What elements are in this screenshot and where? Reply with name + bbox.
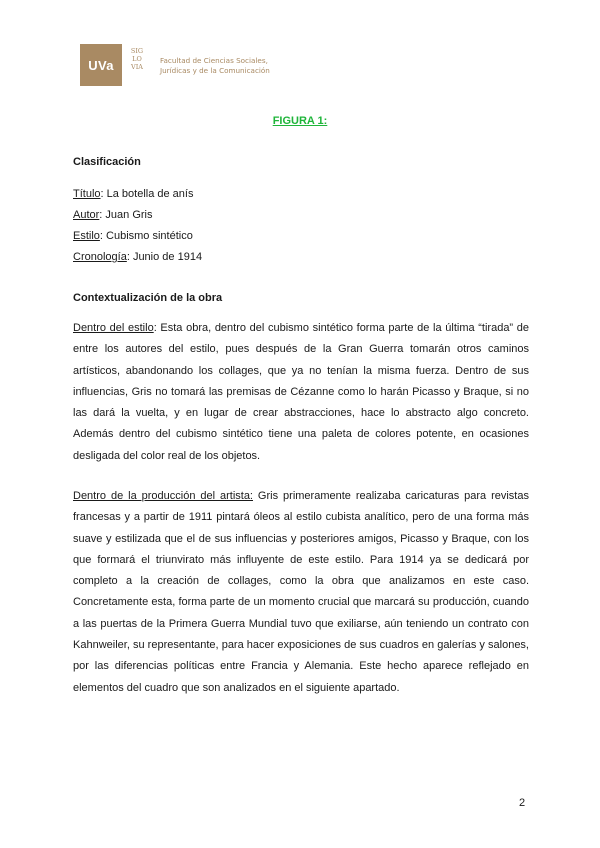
page-number: 2 [519,797,526,809]
field-value: : Junio de 1914 [126,251,203,263]
classification-heading: Clasificación [73,156,141,168]
field-value: : Cubismo sintético [99,230,193,242]
field-label: Cronología [73,251,127,263]
field-value: : Juan Gris [99,209,153,221]
faculty-line: Jurídicas y de la Comunicación [160,65,270,75]
field-chronology [73,251,202,263]
production-paragraph [73,486,529,699]
paragraph-text: Gris primeramente realizaba caricaturas para revistas francesas y a partir de 1911 pintará óleos al estilo cubista analítico, pero de una forma más suave y estilizada que el de sus influencias y posteriores amigos, Picasso y Braque, con los que formará el triunvirato más influyente de este estilo. Para 1914 ya se dedicará por completo a la creación de collages, como la obra que analizamos en este caso. Concretamente esta, forma parte de un momento crucial que marcará su producción, cuando a las puertas de la Primera Guerra Mundial tuvo que exiliarse, aún teniendo un contrato con Kahnweiler, su representante, para hacer exposiciones de sus cuadros en galerías y salones, por las diferencias políticas entre Francia y Alemania. Este hecho aparece reflejado en elementos del cuadro que son analizados en el siguiente apartado. [73,490,529,694]
field-author [73,209,152,221]
field-style [73,230,193,242]
context-heading: Contextualización de la obra [73,292,223,304]
faculty-name [160,56,360,75]
paragraph-label: Dentro del estilo [73,322,154,334]
faculty-line: Facultad de Ciencias Sociales, [160,56,268,65]
field-value: : La botella de anís [100,188,194,200]
field-title [73,188,193,200]
uva-logo-text: UVa [88,57,114,73]
seal-line: LO [132,55,142,63]
seal-line: SIG [130,47,144,55]
paragraph-text: : Esta obra, dentro del cubismo sintético forma parte de la última “tirada” de entre los autores del estilo, pues después de la Gran Guerra tomarán otros caminos artísticos, abandonando los collages, que ya no tenían la misma fuerza. Dentro de sus influencias, Gris no tomará las premisas de Cézanne como lo harán Picasso y Braque, si no las dará la vuelta, y en lugar de crear abstracciones, hace lo abstracto algo concreto. Además dentro del cubismo sintético tiene una paleta de colores potente, en ocasiones desligada del color real de los objetos. [73,322,529,462]
seal-line: VIA [131,63,143,71]
paragraph-label: Dentro de la producción del artista: [73,490,253,502]
field-label: Estilo [73,230,100,242]
field-label: Autor [73,209,100,221]
figure-title: FIGURA 1: [272,115,328,127]
field-label: Título [73,188,101,200]
style-paragraph [73,318,529,467]
uva-logo [80,44,122,86]
university-seal [127,47,147,83]
page-header [80,44,340,86]
